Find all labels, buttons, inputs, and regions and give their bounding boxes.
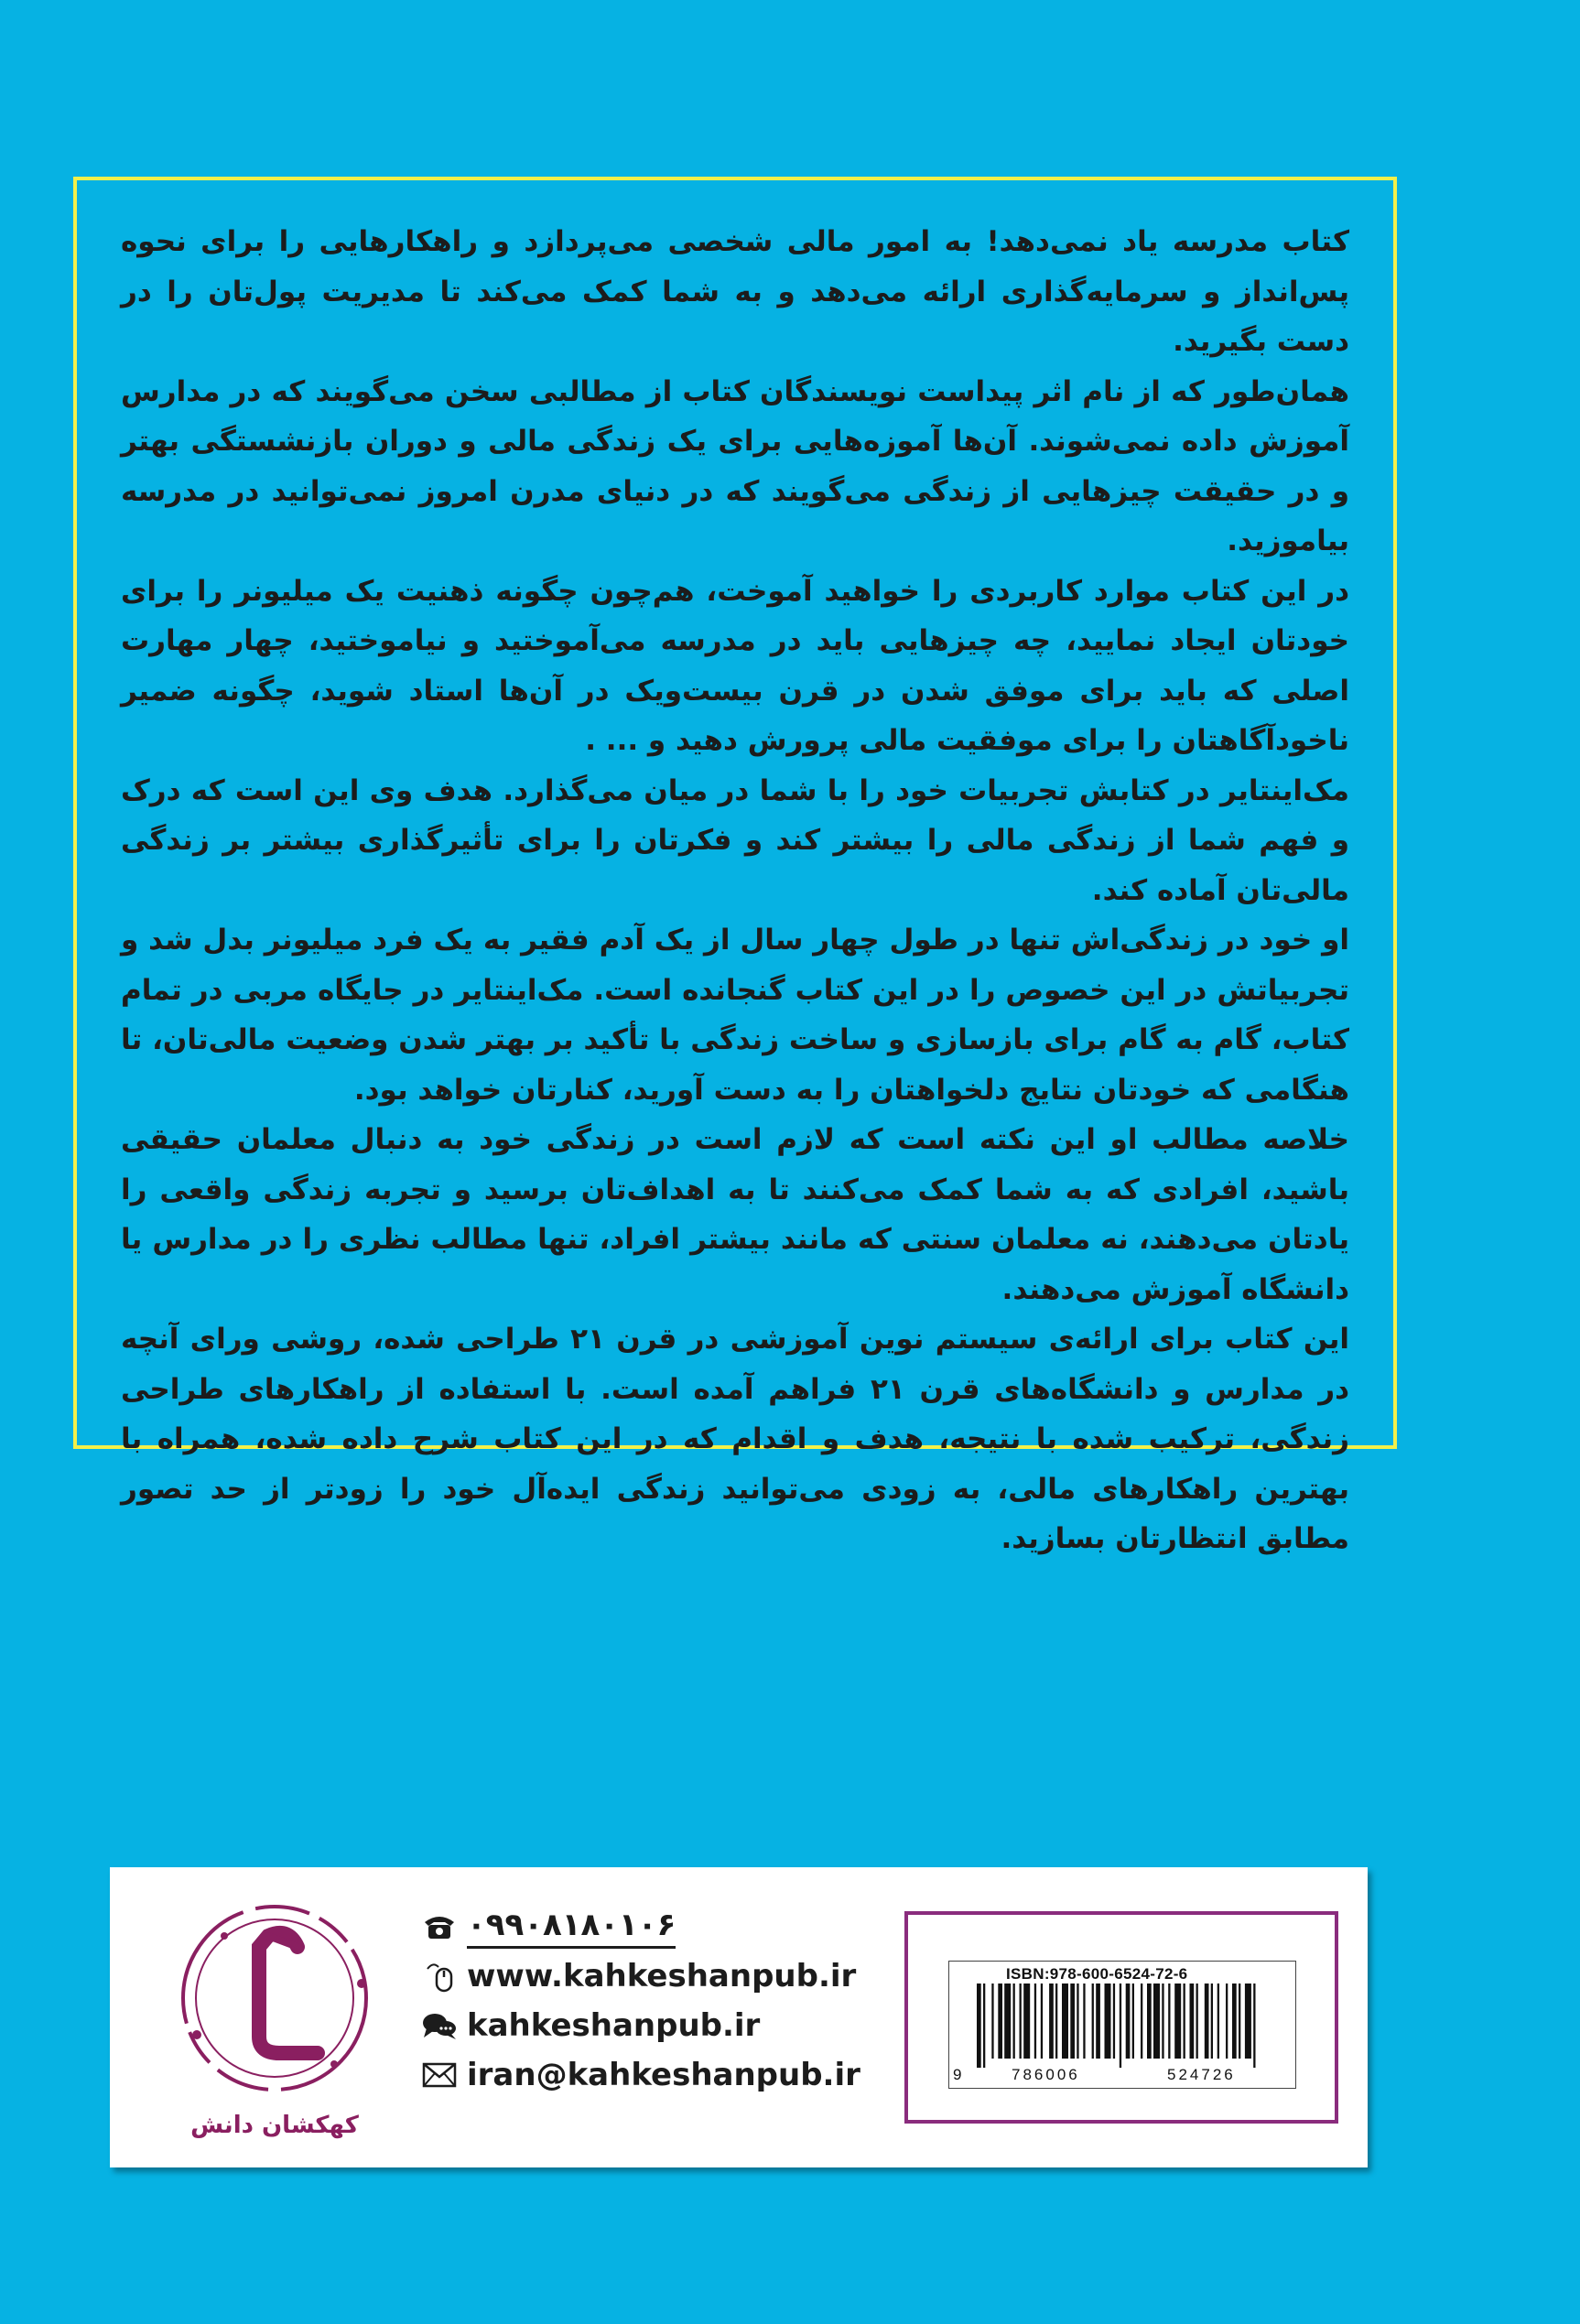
- barcode-bar: [1020, 1984, 1022, 2059]
- barcode-bar: [1153, 1984, 1160, 2059]
- description-paragraph-3: در این کتاب موارد کاربردی را خواهید آموخت، هم‌چون چگونه ذهنیت یک میلیونر را برای خودتان ایجاد نمایید، چه چیزهایی باید در مدرسه می‌آموختید و نیاموختید، چهار مهارت اصلی که باید برای موفق شدن در قرن بیست‌ویک در آن‌ها استاد شوید، چگونه ضمیر ناخودآگاهتان را برای موفقیت مالی پرورش دهید و ... .: [121, 574, 1349, 757]
- mouse-icon: [419, 1956, 460, 1996]
- barcode-bar: [1070, 1984, 1075, 2059]
- barcode-bar: [1132, 1984, 1134, 2059]
- barcode-bar: [1034, 1984, 1036, 2059]
- barcode-bar: [1077, 1984, 1078, 2059]
- barcode-graphic: [962, 1984, 1284, 2068]
- barcode-bar: [1105, 1984, 1111, 2059]
- isbn-label: ISBN:978-600-6524-72-6: [1006, 1965, 1188, 1983]
- description-paragraph-6: خلاصه مطالب او این نکته است که لازم است در زندگی خود به دنبال معلمان حقیقی باشید، افرادی که به شما کمک می‌کنند تا به اهداف‌تان برسید و تجربه زندگی واقعی را یادتان می‌دهند، نه معلمان سنتی که مانند بیشتر افراد، تنها مطالب نظری را در مدارس یا دانشگاه آموزش می‌دهند.: [121, 1123, 1349, 1306]
- publisher-logo: [160, 1899, 389, 2142]
- barcode-right-digits: 524726: [1167, 2066, 1236, 2083]
- barcode-bar: [1239, 1984, 1240, 2059]
- barcode-bar: [991, 1984, 993, 2059]
- description-paragraph-2: همان‌طور که از نام اثر پیداست نویسندگان کتاب از مطالبی سخن می‌گویند که در مدارس آموزش داده نمی‌شوند. آن‌ها آموزه‌هایی برای یک زندگی مالی و دوران بازنشستگی بهتر و در حقیقت چیزهایی از زندگی می‌گویند که در دنیای مدرن امروز نمی‌توانید در مدرسه بیاموزید.: [121, 374, 1349, 557]
- description-paragraph-5: او خود در زندگی‌اش تنها در طول چهار سال از یک آدم فقیر به یک فرد میلیونر بدل شد و تجربیاتش در این خصوص را در این کتاب گنجانده است. مک‌اینتایر در جایگاه مربی در تمام کتاب، گام به گام برای بازسازی و ساخت زندگی با تأکید بر بهتر شدن وضعیت مالی‌تان، تا هنگامی که خودتان نتایج دلخواهتان را به دست آورید، کنارتان خواهد بود.: [121, 924, 1349, 1107]
- description-paragraph-4: مک‌اینتایر در کتابش تجربیات خود را با شما در میان می‌گذارد. هدف وی این است که درک و فهم شما از زندگی مالی را بیشتر کند و فکرتان را برای تأثیرگذاری بیشتر بر زندگی مالی‌تان آماده کند.: [121, 773, 1349, 907]
- barcode-bar: [1226, 1984, 1228, 2059]
- barcode-bar: [1147, 1984, 1152, 2059]
- barcode-bar: [1004, 1984, 1011, 2059]
- barcode-bar: [1205, 1984, 1209, 2059]
- chat-icon: [419, 2005, 460, 2046]
- contact-social: [419, 2001, 987, 2050]
- barcode-bar: [1013, 1984, 1015, 2059]
- contact-phone: [419, 1902, 987, 1951]
- barcode-bar: [1184, 1984, 1185, 2059]
- barcode-bar: [1253, 1984, 1255, 2068]
- barcode-bar: [1211, 1984, 1213, 2059]
- barcode-bar: [1141, 1984, 1142, 2059]
- barcode-bar: [1113, 1984, 1115, 2059]
- contact-website: [419, 1951, 987, 2001]
- barcode-bar: [1174, 1984, 1181, 2059]
- barcode-bar: [1096, 1984, 1100, 2059]
- barcode-bar: [1162, 1984, 1163, 2059]
- social-link[interactable]: kahkeshanpub.ir: [467, 2007, 761, 2044]
- mail-icon: [419, 2055, 460, 2095]
- barcode-bar: [1023, 1984, 1030, 2059]
- description-paragraph-7: این کتاب برای ارائه‌ی سیستم نوین آموزشی در قرن ۲۱ طراحی شده، روشی ورای آنچه در مدارس و دانشگاه‌های قرن ۲۱ فراهم آمده است. با استفاده از راهکارهای طراحی زندگی، ترکیب شده با نتیجه، هدف و اقدام که در این کتاب شرح داده شده، همراه با بهترین راهکارهای مالی، به زودی می‌توانید زندگی ایده‌آل خود را زودتر از حد تصور مطابق انتظارتان بسازید.: [121, 1323, 1349, 1555]
- barcode-bar: [1232, 1984, 1237, 2059]
- phone-number[interactable]: ۰۹۹۰۸۱۸۰۱۰۶: [467, 1906, 676, 1949]
- phone-icon: [419, 1907, 460, 1947]
- barcode-bar: [1196, 1984, 1198, 2059]
- barcode-bar: [977, 1984, 981, 2068]
- barcode-bar: [998, 1984, 1002, 2059]
- description-paragraph-1: کتاب مدرسه یاد نمی‌دهد! به امور مالی شخصی می‌پردازد و راهکارهایی را برای نحوه پس‌انداز و سرمایه‌گذاری ارائه می‌دهد و به شما کمک می‌کند تا مدیریت پول‌تان را در دست بگیرید.: [121, 225, 1349, 358]
- barcode-bar: [1055, 1984, 1057, 2059]
- publisher-info-card: [110, 1867, 1368, 2167]
- barcode-bar: [1217, 1984, 1219, 2059]
- barcode-first-digit: 9: [953, 2066, 962, 2083]
- barcode-frame: [948, 1961, 1296, 2089]
- barcode-bar: [1120, 1984, 1121, 2068]
- barcode-left-digits: 786006: [1012, 2066, 1080, 2083]
- contact-email: [419, 2050, 987, 2100]
- barcode-bar: [983, 1984, 985, 2068]
- logo-text: کهکشان دانش: [190, 2112, 359, 2139]
- galaxy-logo-icon: [160, 1899, 389, 2110]
- barcode-bar: [1041, 1984, 1043, 2059]
- barcode-bar: [1092, 1984, 1094, 2059]
- contact-list: [419, 1902, 987, 2100]
- description-box: [73, 177, 1397, 1555]
- barcode-bar: [1190, 1984, 1195, 2059]
- isbn-box: [904, 1911, 1338, 2124]
- barcode-bar: [1245, 1984, 1251, 2059]
- barcode-bar: [1049, 1984, 1054, 2059]
- email-link[interactable]: iran@kahkeshanpub.ir: [467, 2057, 860, 2093]
- barcode-bar: [1126, 1984, 1131, 2059]
- barcode-bar: [1168, 1984, 1170, 2059]
- barcode-bar: [1062, 1984, 1068, 2059]
- barcode-bar: [1083, 1984, 1085, 2059]
- website-link[interactable]: www.kahkeshanpub.ir: [467, 1958, 857, 1994]
